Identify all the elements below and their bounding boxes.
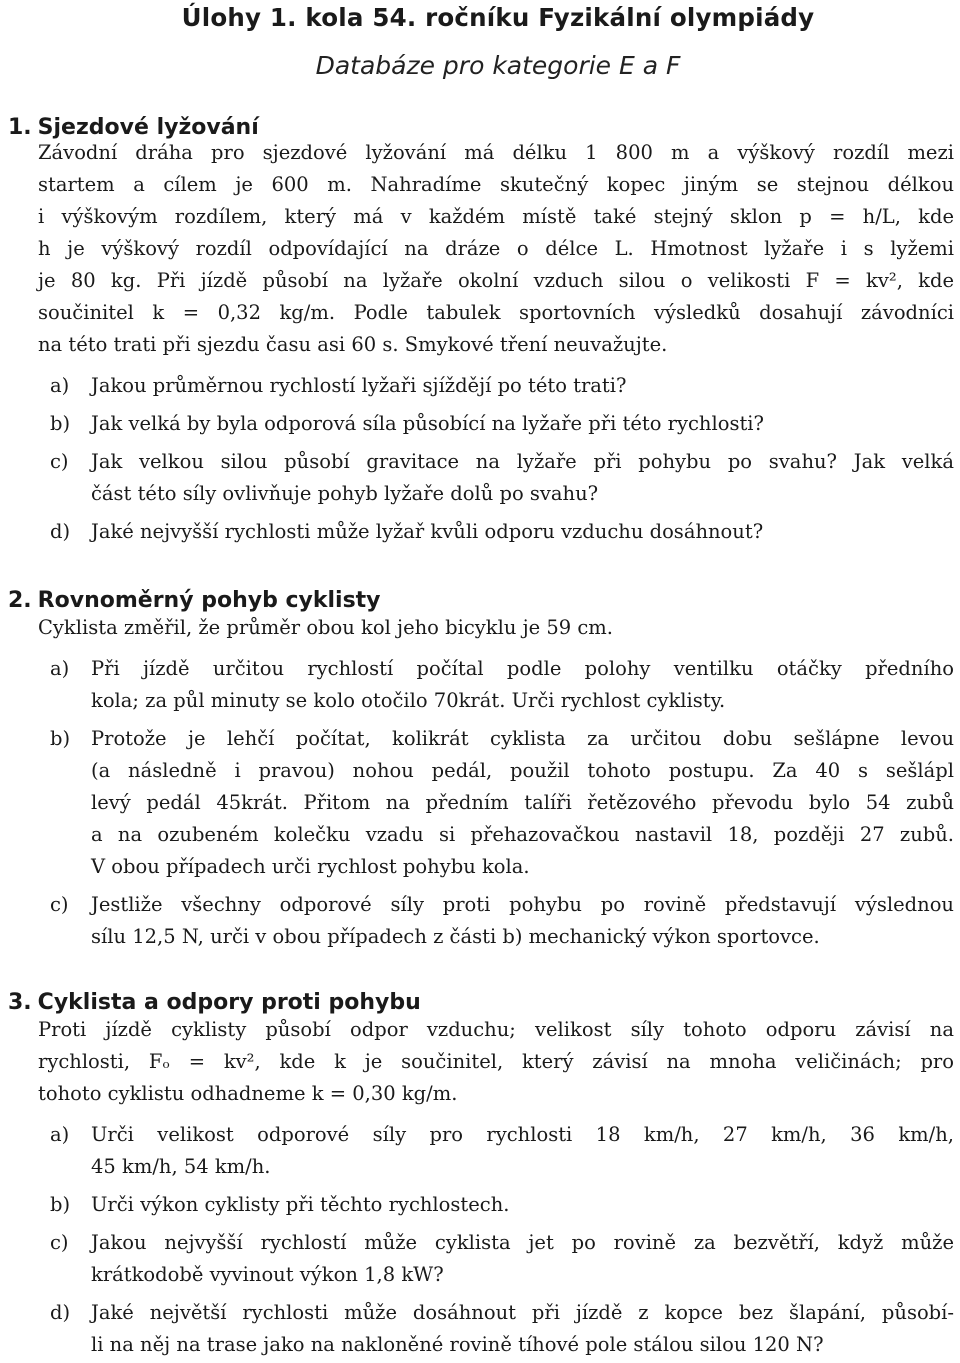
subquestion-text-line: levý pedál 45krát. Přitom na předním talíři řetězového převodu bylo 54 zubů — [91, 791, 954, 814]
subquestion-text-line: Jakou nejvyšší rychlostí může cyklista jet po rovině za bezvětří, když může — [91, 1231, 954, 1254]
subquestion-label: c) — [50, 1231, 69, 1254]
subquestion-label: c) — [50, 450, 69, 473]
subquestion-text-line: Urči velikost odporové síly pro rychlosti 18 km/h, 27 km/h, 36 km/h, — [91, 1123, 954, 1146]
subquestion-text-line: V obou případech urči rychlost pohybu kola. — [91, 855, 530, 878]
problem-heading — [8, 115, 259, 140]
subquestion-text-line: Jakou průměrnou rychlostí lyžaři sjíždějí po této trati? — [91, 374, 627, 397]
subquestion-text-line: a na ozubeném kolečku vzadu si přehazovačkou nastavil 18, později 27 zubů. — [91, 823, 954, 846]
subquestion-label: d) — [50, 520, 71, 543]
problem-text-line: Závodní dráha pro sjezdové lyžování má délku 1 800 m a výškový rozdíl mezi — [38, 141, 954, 164]
subquestion-text-line: Jak velká by byla odporová síla působící na lyžaře při této rychlosti? — [91, 412, 764, 435]
problem-title: Rovnoměrný pohyb cyklisty — [37, 588, 381, 613]
problem-number: 3. — [8, 990, 32, 1015]
subquestion-text-line: li na něj na trase jako na nakloněné rovině tíhové pole stálou silou 120 N? — [91, 1333, 824, 1356]
subquestion-text-line: (a následně i pravou) nohou pedál, použil tohoto postupu. Za 40 s sešlápl — [91, 759, 954, 782]
subquestion-text-line: kola; za půl minuty se kolo otočilo 70krát. Urči rychlost cyklisty. — [91, 689, 726, 712]
subquestion-label: b) — [50, 412, 71, 435]
subquestion-text-line: Jaké největší rychlosti může dosáhnout při jízdě z kopce bez šlapání, působí- — [91, 1301, 954, 1324]
subquestion-label: b) — [50, 727, 71, 750]
subquestion-text-line: Jestliže všechny odporové síly proti pohybu po rovině představují výslednou — [91, 893, 954, 916]
problem-text-line: Cyklista změřil, že průměr obou kol jeho bicyklu je 59 cm. — [38, 616, 613, 639]
subquestion-text-line: Při jízdě určitou rychlostí počítal podle polohy ventilku otáčky předního — [91, 657, 954, 680]
problem-title: Cyklista a odpory proti pohybu — [37, 990, 421, 1015]
subquestion-text-line: část této síly ovlivňuje pohyb lyžaře dolů po svahu? — [91, 482, 599, 505]
problem-title: Sjezdové lyžování — [37, 115, 259, 140]
problem-text-line: rychlosti, Fₒ = kv², kde k je součinitel, který závisí na mnoha veličinách; pro — [38, 1050, 954, 1073]
subquestion-label: b) — [50, 1193, 71, 1216]
problem-text-line: tohoto cyklistu odhadneme k = 0,30 kg/m. — [38, 1082, 458, 1105]
problem-number: 1. — [8, 115, 32, 140]
problem-number: 2. — [8, 588, 32, 613]
problem-text-line: je 80 kg. Při jízdě působí na lyžaře okolní vzduch silou o velikosti F = kv², kde — [38, 269, 954, 292]
subquestion-text-line: krátkodobě vyvinout výkon 1,8 kW? — [91, 1263, 444, 1286]
problem-text-line: na této trati při sjezdu času asi 60 s. Smykové tření neuvažujte. — [38, 333, 668, 356]
subquestion-text-line: 45 km/h, 54 km/h. — [91, 1155, 271, 1178]
document-title: Úlohy 1. kola 54. ročníku Fyzikální olympiády — [181, 3, 815, 32]
problem-text-line: startem a cílem je 600 m. Nahradíme skutečný kopec jiným se stejnou délkou — [38, 173, 954, 196]
subquestion-label: a) — [50, 657, 70, 680]
problem-text-line: h je výškový rozdíl odpovídající na dráze o délce L. Hmotnost lyžaře i s lyžemi — [38, 237, 954, 260]
problem-text-line: Proti jízdě cyklisty působí odpor vzduchu; velikost síly tohoto odporu závisí na — [38, 1018, 954, 1041]
subquestion-text-line: Jaké nejvyšší rychlosti může lyžař kvůli odporu vzduchu dosáhnout? — [91, 520, 764, 543]
subquestion-label: a) — [50, 1123, 70, 1146]
problem-heading — [8, 588, 381, 613]
subquestion-text-line: Urči výkon cyklisty při těchto rychlostech. — [91, 1193, 510, 1216]
subquestion-text-line: sílu 12,5 N, urči v obou případech z části b) mechanický výkon sportovce. — [91, 925, 820, 948]
subquestion-label: a) — [50, 374, 70, 397]
document-subtitle: Databáze pro kategorie E a F — [315, 51, 681, 80]
problem-text-line: i výškovým rozdílem, který má v každém místě také stejný sklon p = h/L, kde — [38, 205, 954, 228]
subquestion-text-line: Protože je lehčí počítat, kolikrát cyklista za určitou dobu sešlápne levou — [91, 727, 954, 750]
subquestion-label: c) — [50, 893, 69, 916]
subquestion-label: d) — [50, 1301, 71, 1324]
problem-text-line: součinitel k = 0,32 kg/m. Podle tabulek sportovních výsledků dosahují závodníci — [38, 301, 954, 324]
subquestion-text-line: Jak velkou silou působí gravitace na lyžaře při pohybu po svahu? Jak velká — [91, 450, 954, 473]
problem-heading — [8, 990, 421, 1015]
